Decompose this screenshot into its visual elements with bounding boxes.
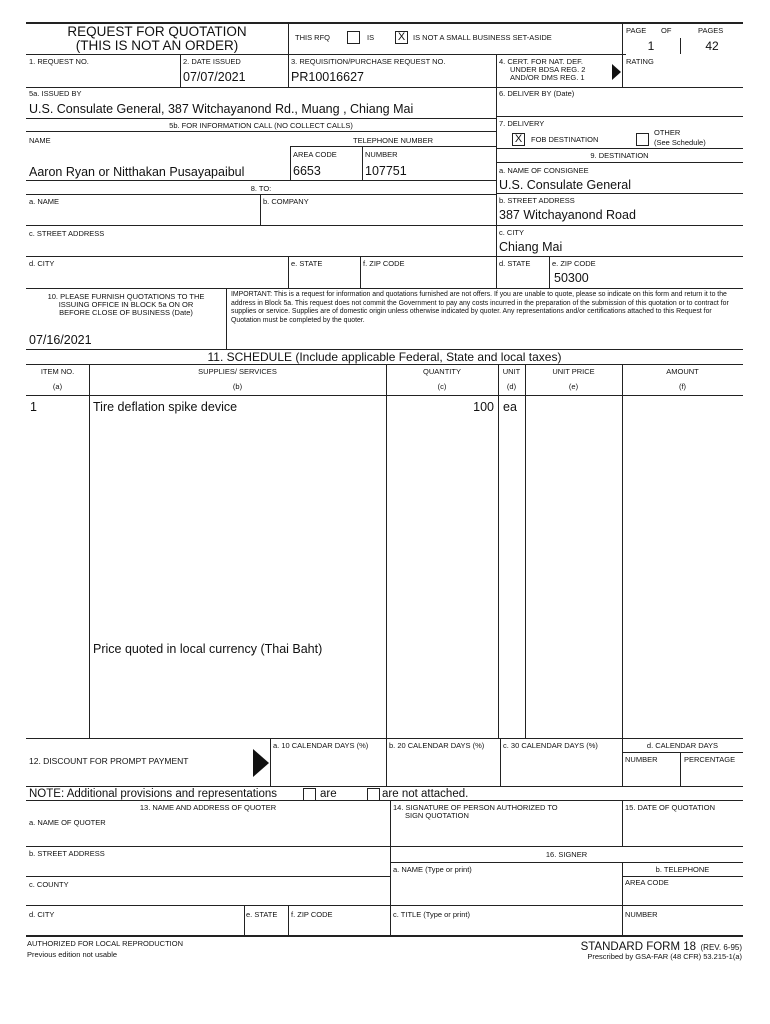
grid-line <box>26 54 626 55</box>
grid-line <box>26 256 743 257</box>
col-header-supplies: SUPPLIES/ SERVICES <box>198 367 277 376</box>
phone-number-value: 107751 <box>365 164 407 178</box>
item-number: 1 <box>30 400 37 414</box>
grid-line <box>288 905 289 935</box>
grid-line <box>26 364 743 365</box>
grid-line <box>622 364 623 738</box>
arrow-right-icon <box>612 64 621 80</box>
item-description: Tire deflation spike device <box>93 400 238 414</box>
destination-label: 9. DESTINATION <box>590 151 649 160</box>
cert-label: UNDER BDSA REG. 2 <box>510 65 586 74</box>
signer-number-label: NUMBER <box>625 910 658 919</box>
other-sub-label: (See Schedule) <box>654 138 706 147</box>
col-sub-supplies: (b) <box>232 382 243 391</box>
signature-label: SIGN QUOTATION <box>405 811 469 820</box>
col-header-unit-price: UNIT PRICE <box>552 367 595 376</box>
grid-line <box>26 87 496 88</box>
col-header-item: ITEM NO. <box>40 367 75 376</box>
discount-20-label: b. 20 CALENDAR DAYS (%) <box>389 741 485 750</box>
page-label: PAGE <box>626 26 647 35</box>
grid-line <box>496 148 743 149</box>
contact-name-label: NAME <box>29 136 51 145</box>
grid-line <box>288 22 289 54</box>
street-label: b. STREET ADDRESS <box>499 196 575 205</box>
form-subtitle: (THIS IS NOT AN ORDER) <box>75 38 239 53</box>
discount-label: 12. DISCOUNT FOR PROMPT PAYMENT <box>29 756 189 766</box>
grid-line <box>390 862 743 863</box>
col-header-unit: UNIT <box>502 367 521 376</box>
date-issued-value: 07/07/2021 <box>183 70 246 84</box>
furnish-label: ISSUING OFFICE IN BLOCK 5a ON OR <box>58 300 194 309</box>
small-business-is-checkbox[interactable] <box>347 31 360 44</box>
grid-line <box>496 162 743 163</box>
rating-label: RATING <box>626 57 654 66</box>
signature-label: 14. SIGNATURE OF PERSON AUTHORIZED TO <box>393 803 558 812</box>
grid-line <box>360 256 361 288</box>
to-city-label: d. CITY <box>29 259 55 268</box>
grid-line <box>288 256 289 288</box>
small-business-is-not-checkbox[interactable]: X <box>395 31 408 44</box>
authorized-reproduction: AUTHORIZED FOR LOCAL REPRODUCTION <box>27 939 183 948</box>
grid-line <box>260 194 261 225</box>
provisions-are-not-label: are not attached. <box>382 788 469 800</box>
grid-line <box>26 131 496 132</box>
grid-line <box>26 288 743 289</box>
to-company-label: b. COMPANY <box>263 197 309 206</box>
quoter-state-label: e. STATE <box>246 910 278 919</box>
area-code-value: 6653 <box>293 164 321 178</box>
grid-line <box>26 846 390 847</box>
prescribed-by: Prescribed by GSA-FAR (48 CFR) 53.215-1(a) <box>587 952 742 961</box>
col-sub-unit: (d) <box>506 382 517 391</box>
item-quantity: 100 <box>473 400 494 414</box>
grid-line <box>496 87 743 88</box>
discount-days-label: d. CALENDAR DAYS <box>646 741 719 750</box>
discount-10-label: a. 10 CALENDAR DAYS (%) <box>273 741 369 750</box>
to-state-label: e. STATE <box>291 259 323 268</box>
telephone-label: TELEPHONE NUMBER <box>352 136 433 145</box>
zip-value: 50300 <box>554 271 589 285</box>
grid-line <box>244 905 245 935</box>
grid-line <box>26 738 743 739</box>
city-label: c. CITY <box>499 228 525 237</box>
grid-line <box>622 876 743 877</box>
signer-area-code-label: AREA CODE <box>625 878 669 887</box>
col-sub-unit-price: (e) <box>568 382 579 391</box>
to-street-label: c. STREET ADDRESS <box>29 229 105 238</box>
to-name-label: a. NAME <box>29 197 60 206</box>
form-title: REQUEST FOR QUOTATION <box>67 24 247 39</box>
grid-line <box>26 225 743 226</box>
info-call-label: 5b. FOR INFORMATION CALL (NO COLLECT CALLS) <box>169 121 353 130</box>
grid-line <box>622 22 623 87</box>
form-revision: (REV. 6-95) <box>700 943 742 952</box>
grid-line <box>525 364 526 738</box>
city-value: Chiang Mai <box>499 240 563 254</box>
grid-line <box>26 395 743 396</box>
discount-number-label: NUMBER <box>625 755 658 764</box>
request-no-label: 1. REQUEST NO. <box>29 57 89 66</box>
grid-line <box>26 194 496 195</box>
number-label: NUMBER <box>365 150 398 159</box>
other-delivery-checkbox[interactable] <box>636 133 649 146</box>
schedule-title: 11. SCHEDULE (Include applicable Federal, State and local taxes) <box>207 350 562 364</box>
consignee-value: U.S. Consulate General <box>499 178 632 192</box>
quoter-name-label: a. NAME OF QUOTER <box>29 818 106 827</box>
grid-line <box>89 364 90 738</box>
issued-by-value: U.S. Consulate General, 387 Witchayanond Rd., Muang , Chiang Mai <box>29 102 414 116</box>
cert-label: 4. CERT. FOR NAT. DEF. <box>499 57 583 66</box>
col-sub-item: (a) <box>52 382 63 391</box>
quoter-street-label: b. STREET ADDRESS <box>29 849 105 858</box>
requisition-label: 3. REQUISITION/PURCHASE REQUEST NO. <box>291 57 446 66</box>
signer-telephone-label: b. TELEPHONE <box>655 865 710 874</box>
is-label: IS <box>367 33 375 42</box>
grid-line <box>26 180 496 181</box>
fob-destination-checkbox[interactable]: X <box>512 133 525 146</box>
requisition-value: PR10016627 <box>291 70 364 84</box>
is-not-label: IS NOT A SMALL BUSINESS SET-ASIDE <box>413 33 552 42</box>
grid-line <box>500 738 501 786</box>
cert-label: AND/OR DMS REG. 1 <box>510 73 585 82</box>
delivery-label: 7. DELIVERY <box>499 119 545 128</box>
signer-name-label: a. NAME (Type or print) <box>393 865 472 874</box>
grid-line <box>26 876 390 877</box>
contact-name-value: Aaron Ryan or Nitthakan Pusayapaibul <box>29 165 245 179</box>
furnish-date-value: 07/16/2021 <box>29 333 92 347</box>
grid-line <box>362 146 363 180</box>
deliver-by-label: 6. DELIVER BY (Date) <box>499 89 575 98</box>
grid-line <box>496 193 743 194</box>
of-label: OF <box>661 26 672 35</box>
consignee-label: a. NAME OF CONSIGNEE <box>499 166 589 175</box>
provisions-are-not-checkbox[interactable] <box>367 788 380 801</box>
discount-30-label: c. 30 CALENDAR DAYS (%) <box>503 741 598 750</box>
grid-line <box>180 54 181 87</box>
grid-line <box>498 364 499 738</box>
grid-line <box>680 752 681 786</box>
grid-line <box>496 116 743 117</box>
quoter-city-label: d. CITY <box>29 910 55 919</box>
total-pages: 42 <box>705 39 719 53</box>
grid-line <box>288 54 289 87</box>
provisions-are-checkbox[interactable] <box>303 788 316 801</box>
this-rfq-label: THIS RFQ <box>295 33 330 42</box>
to-label: 8. TO: <box>250 184 272 193</box>
provisions-are-label: are <box>320 788 337 800</box>
form-name: STANDARD FORM 18 <box>580 941 697 953</box>
signer-title-label: c. TITLE (Type or print) <box>393 910 470 919</box>
state-label: d. STATE <box>499 259 531 268</box>
grid-line <box>680 38 681 54</box>
quoter-county-label: c. COUNTY <box>29 880 69 889</box>
grid-line <box>386 738 387 786</box>
item-unit: ea <box>503 400 517 414</box>
provisions-note: NOTE: Additional provisions and representations <box>29 788 278 800</box>
to-zip-label: f. ZIP CODE <box>363 259 405 268</box>
other-label: OTHER <box>654 128 681 137</box>
grid-line <box>622 752 743 753</box>
currency-note: Price quoted in local currency (Thai Baht) <box>93 642 323 656</box>
page-number: 1 <box>647 39 655 53</box>
zip-label: e. ZIP CODE <box>552 259 596 268</box>
grid-line <box>386 364 387 738</box>
grid-line <box>226 288 227 349</box>
date-issued-label: 2. DATE ISSUED <box>183 57 241 66</box>
grid-line <box>390 800 391 935</box>
previous-edition: Previous edition not usable <box>27 950 118 959</box>
col-header-quantity: QUANTITY <box>423 367 461 376</box>
furnish-label: 10. PLEASE FURNISH QUOTATIONS TO THE <box>47 292 205 301</box>
important-notice: IMPORTANT: This is a request for information and quotations furnished are not offers. If you are unable to quote, please so indicate on this form and return it to the address in Block 5a. This request does not commit the Government to pay any costs incurred in the preparation of the submission of this quotation or to contract for supplies or service. Supplies are of domestic origin unless otherwise indicated by quoter. Any representations and/or certifications attached to this Request for Quotation must be completed by the quoter. <box>231 291 729 324</box>
grid-line <box>26 118 496 119</box>
arrow-right-icon <box>253 749 269 777</box>
quoter-title: 13. NAME AND ADDRESS OF QUOTER <box>139 803 277 812</box>
furnish-label: BEFORE CLOSE OF BUSINESS (Date) <box>59 308 193 317</box>
grid-line <box>390 846 743 847</box>
col-sub-quantity: (c) <box>437 382 447 391</box>
col-sub-amount: (f) <box>678 382 687 391</box>
date-of-quotation-label: 15. DATE OF QUOTATION <box>625 803 716 812</box>
grid-line <box>290 146 496 147</box>
grid-line <box>270 738 271 786</box>
street-value: 387 Witchayanond Road <box>499 208 636 222</box>
fob-destination-label: FOB DESTINATION <box>531 135 599 144</box>
pages-label: PAGES <box>698 26 724 35</box>
grid-line <box>549 256 550 288</box>
quoter-zip-label: f. ZIP CODE <box>291 910 333 919</box>
col-header-amount: AMOUNT <box>666 367 699 376</box>
grid-line <box>26 905 743 906</box>
grid-line <box>496 54 497 288</box>
grid-line <box>290 146 291 180</box>
area-code-label: AREA CODE <box>293 150 337 159</box>
grid-line <box>622 800 623 846</box>
issued-by-label: 5a. ISSUED BY <box>29 89 82 98</box>
signer-label: 16. SIGNER <box>545 850 588 859</box>
discount-percentage-label: PERCENTAGE <box>684 755 736 764</box>
